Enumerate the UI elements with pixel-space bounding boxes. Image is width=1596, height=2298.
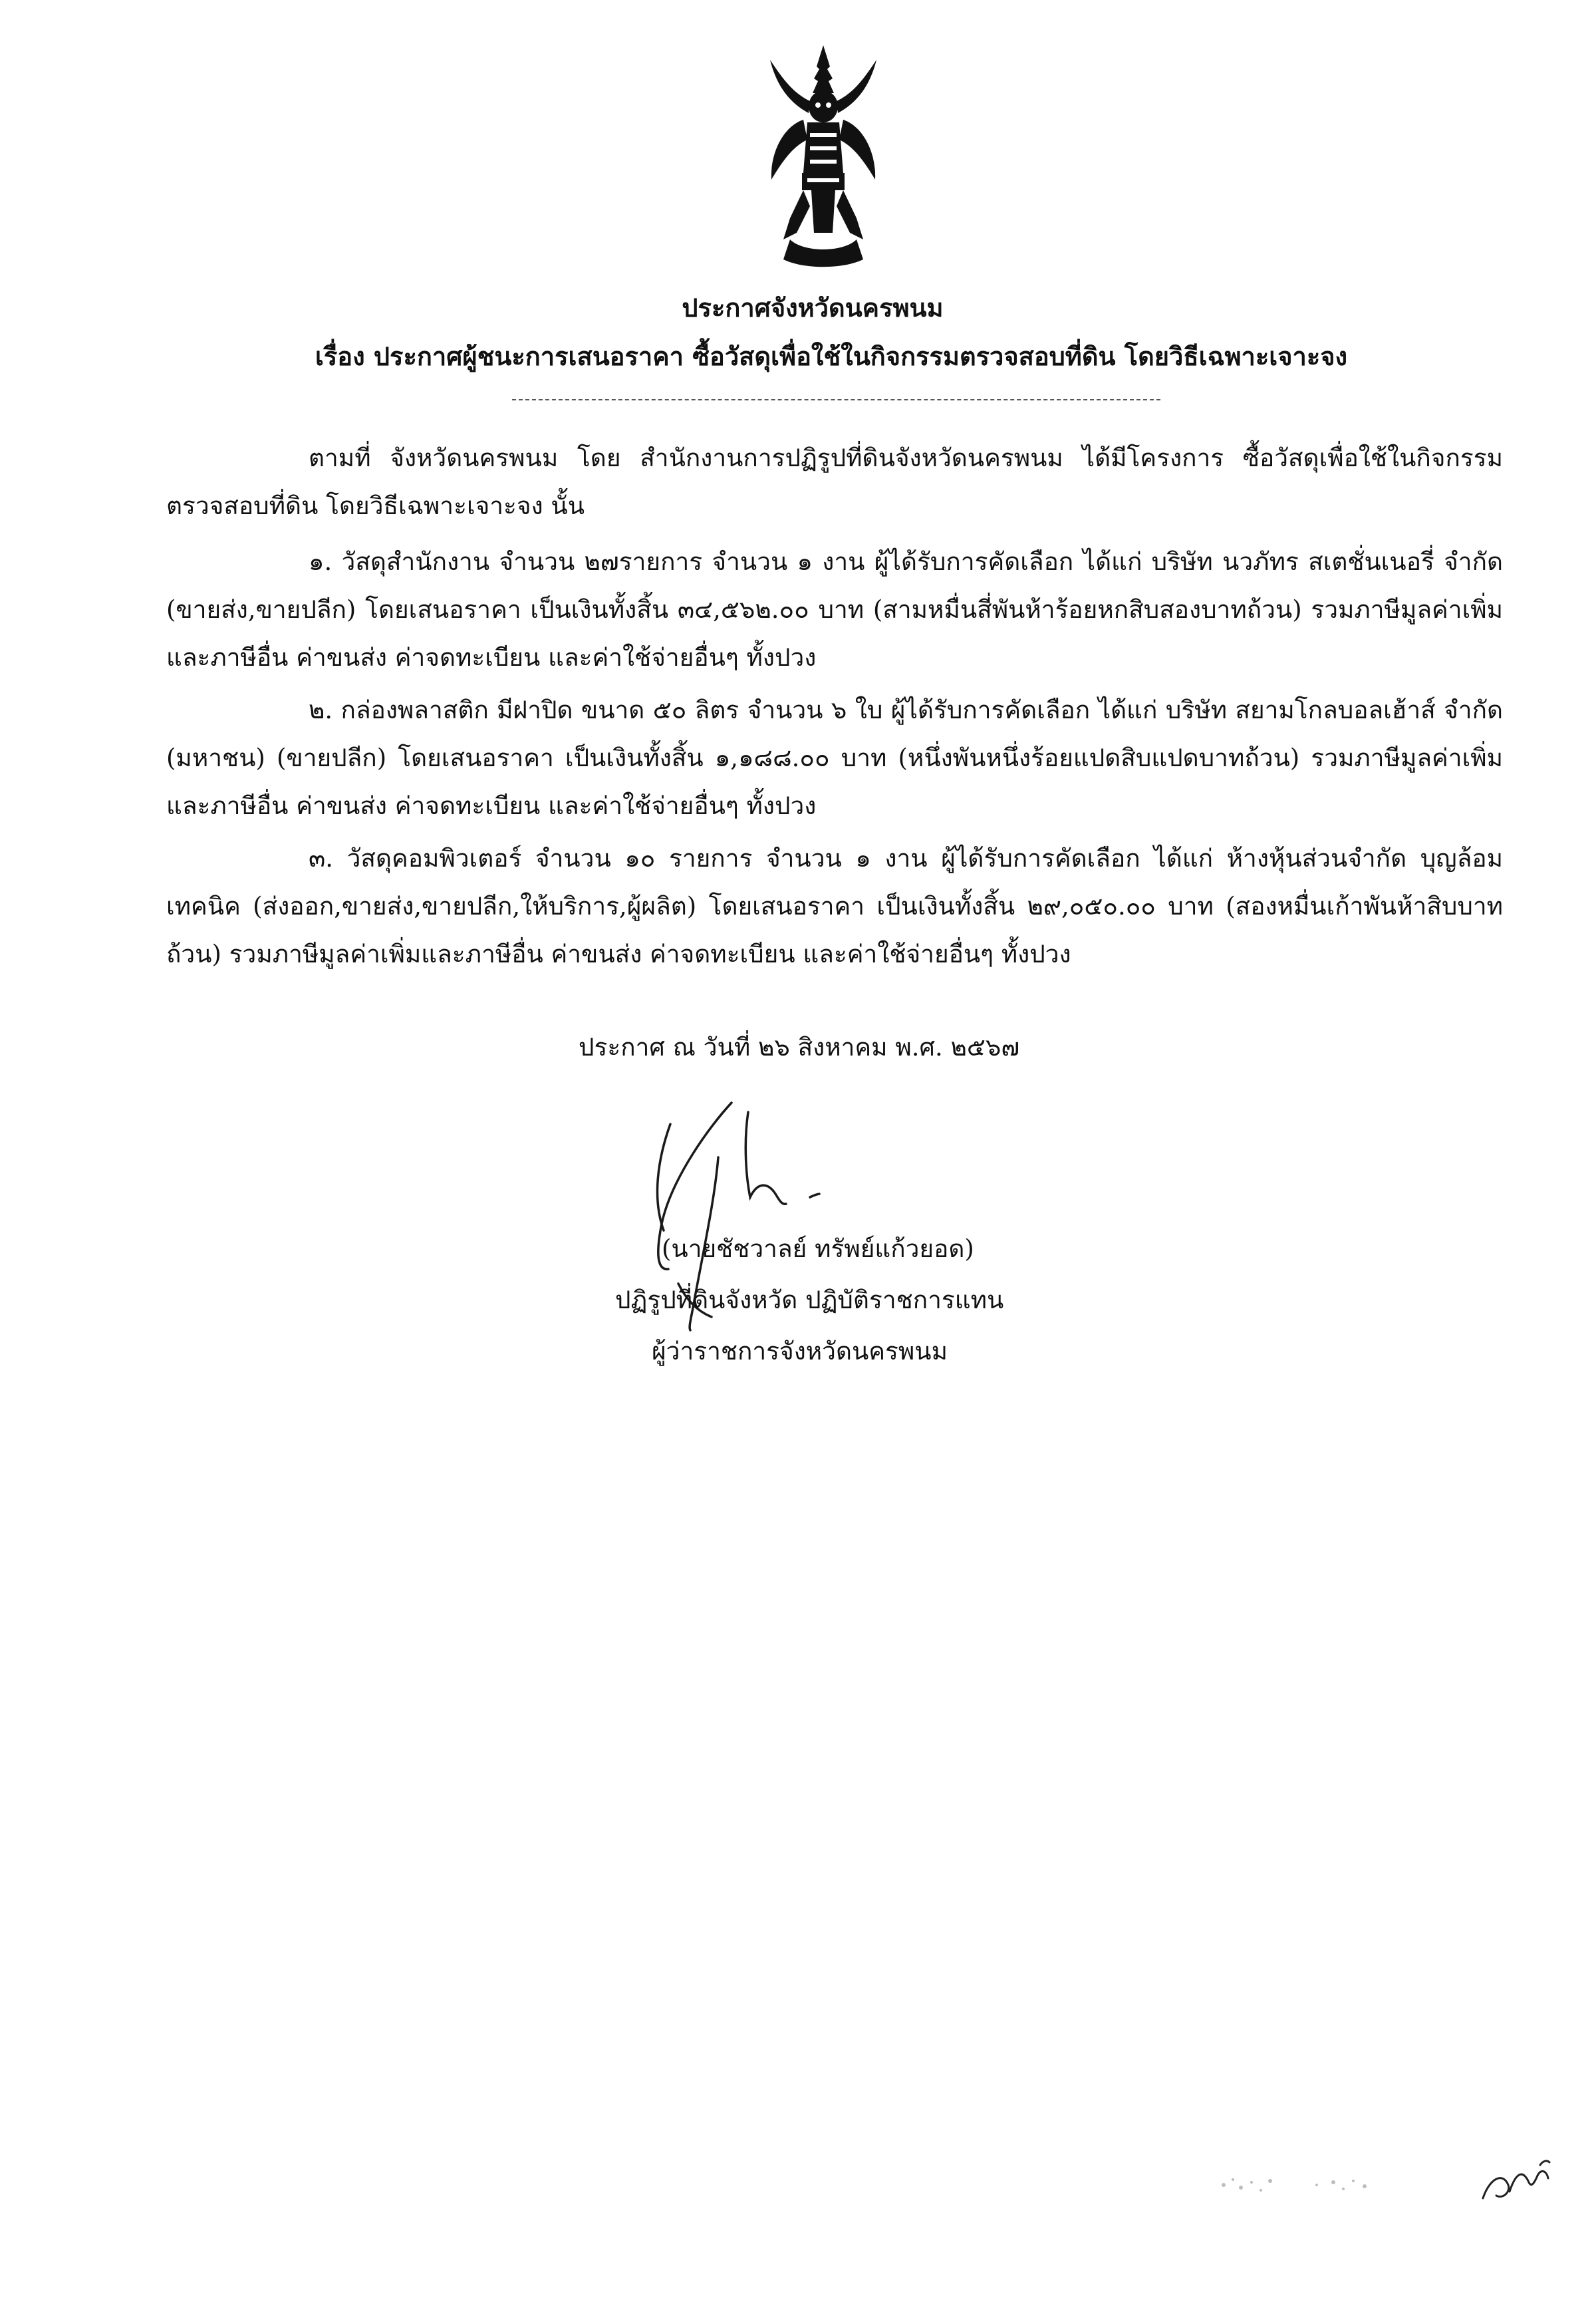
announcement-title: ประกาศจังหวัดนครพนม xyxy=(682,293,944,323)
garuda-emblem-icon xyxy=(763,40,883,269)
list-item: ๓. วัสดุคอมพิวเตอร์ จำนวน ๑๐ รายการ จำนวน ๑ งาน ผู้ได้รับการคัดเลือก ได้แก่ ห้างหุ้นส่วนจำกัด บุญล้อมเทคนิค (ส่งออก,ขายส่ง,ขายปลีก,ให้บริการ,ผู้ผลิต) โดยเสนอราคา เป็นเงินทั้งสิ้น ๒๙,๐๕๐.๐๐ บาท (สองหมื่นเก้าพันห้าสิบบาทถ้วน) รวมภาษีมูลค่าเพิ่มและภาษีอื่น ค่าขนส่ง ค่าจดทะเบียน และค่าใช้จ่ายอื่นๆ ทั้งปวง xyxy=(166,844,1503,968)
list-item: ๒. กล่องพลาสติก มีฝาปิด ขนาด ๕๐ ลิตร จำนวน ๖ ใบ ผู้ได้รับการคัดเลือก ได้แก่ บริษัท สยามโกลบอลเฮ้าส์ จำกัด (มหาชน) (ขายปลีก) โดยเสนอราคา เป็นเงินทั้งสิ้น ๑,๑๘๘.๐๐ บาท (หนึ่งพันหนึ่งร้อยแปดสิบแปดบาทถ้วน) รวมภาษีมูลค่าเพิ่มและภาษีอื่น ค่าขนส่ง ค่าจดทะเบียน และค่าใช้จ่ายอื่นๆ ทั้งปวง xyxy=(166,696,1503,820)
signatory-position: ปฏิรูปที่ดินจังหวัด ปฏิบัติราชการแทน xyxy=(615,1286,1004,1314)
signatory-position-secondary: ผู้ว่าราชการจังหวัดนครพนม xyxy=(652,1337,948,1365)
signatory-name: (นายชัชวาลย์ ทรัพย์แก้วยอด) xyxy=(662,1234,974,1263)
list-item: ๑. วัสดุสำนักงาน จำนวน ๒๗รายการ จำนวน ๑ งาน ผู้ได้รับการคัดเลือก ได้แก่ บริษัท นวภัทร สเตชั่นเนอรี่ จำกัด (ขายส่ง,ขายปลีก) โดยเสนอราคา เป็นเงินทั้งสิ้น ๓๔,๕๖๒.๐๐ บาท (สามหมื่นสี่พันห้าร้อยหกสิบสองบาทถ้วน) รวมภาษีมูลค่าเพิ่มและภาษีอื่น ค่าขนส่ง ค่าจดทะเบียน และค่าใช้จ่ายอื่นๆ ทั้งปวง xyxy=(166,547,1503,672)
scan-smudge xyxy=(1217,2165,1390,2205)
initials-mark xyxy=(1476,2152,1556,2212)
intro-paragraph: ตามที่ จังหวัดนครพนม โดย สำนักงานการปฏิรูปที่ดินจังหวัดนครพนม ได้มีโครงการ ซื้อวัสดุเพื่อใช้ในกิจกรรมตรวจสอบที่ดิน โดยวิธีเฉพาะเจาะจง นั้น xyxy=(166,444,1503,520)
announcement-date: ประกาศ ณ วันที่ ๒๖ สิงหาคม พ.ศ. ๒๕๖๗ xyxy=(579,1033,1020,1062)
announcement-subject: เรื่อง ประกาศผู้ชนะการเสนอราคา ซื้อวัสดุเพื่อใช้ในกิจกรรมตรวจสอบที่ดิน โดยวิธีเฉพาะเจาะจง xyxy=(315,341,1348,371)
title-divider xyxy=(512,399,1160,400)
